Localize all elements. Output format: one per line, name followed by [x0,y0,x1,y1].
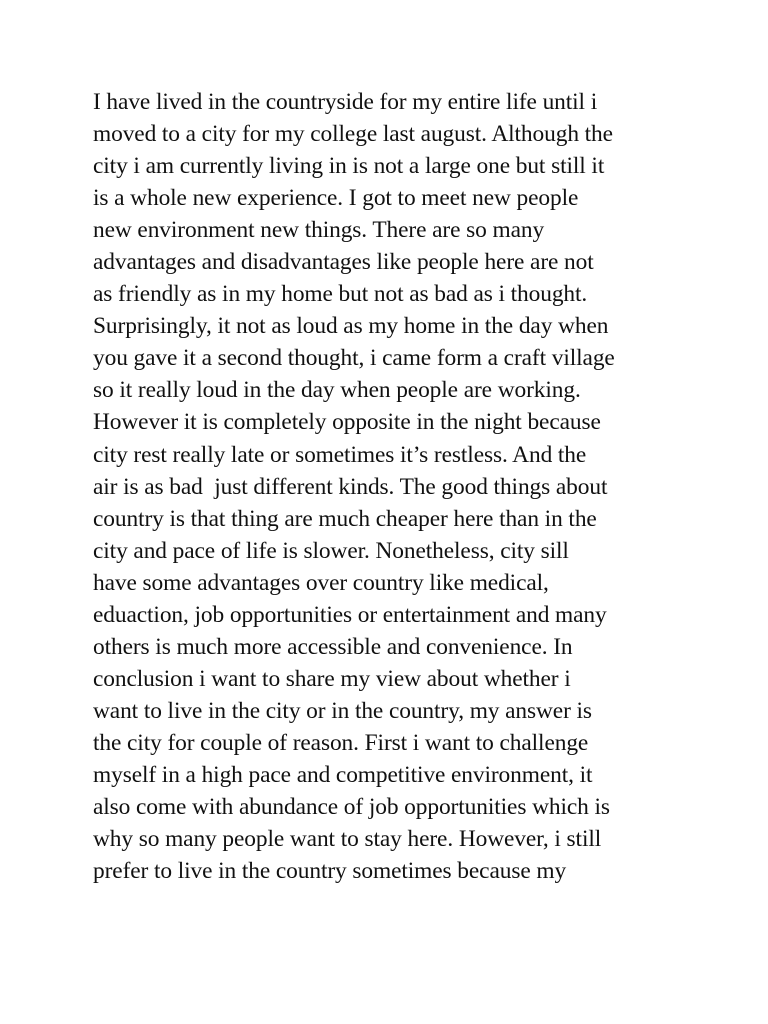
text-line: myself in a high pace and competitive environment, it [93,761,593,788]
text-line: why so many people want to stay here. However, i still [93,826,602,853]
text-line: Surprisingly, it not as loud as my home in the day when [93,313,609,340]
essay-text [93,86,693,887]
text-line: country is that thing are much cheaper here than in the [93,505,597,532]
text-line: conclusion i want to share my view about whether i [93,665,571,692]
text-line: others is much more accessible and convenience. In [93,633,573,660]
text-line: is a whole new experience. I got to meet new people [93,185,579,212]
text-line: advantages and disadvantages like people here are not [93,249,594,276]
text-line: have some advantages over country like medical, [93,569,549,596]
text-line: city rest really late or sometimes it’s restless. And the [93,441,587,468]
text-line: moved to a city for my college last august. Although the [93,121,613,148]
text-line: you gave it a second thought, i came form a craft village [93,345,615,372]
text-line: new environment new things. There are so many [93,217,545,244]
text-line: the city for couple of reason. First i want to challenge [93,729,589,756]
text-line: as friendly as in my home but not as bad as i thought. [93,281,588,308]
text-line: city and pace of life is slower. Nonetheless, city sill [93,537,569,564]
text-line: However it is completely opposite in the night because [93,409,601,436]
text-line: so it really loud in the day when people are working. [93,377,581,404]
text-line: want to live in the city or in the country, my answer is [93,697,592,724]
text-line: city i am currently living in is not a large one but still it [93,153,605,180]
text-line: I have lived in the countryside for my entire life until i [93,89,598,115]
text-line: air is as bad just different kinds. The good things about [93,473,608,500]
text-line: prefer to live in the country sometimes because my [93,858,567,885]
text-line: eduaction, job opportunities or entertainment and many [93,601,607,628]
text-line: also come with abundance of job opportunities which is [93,794,610,821]
